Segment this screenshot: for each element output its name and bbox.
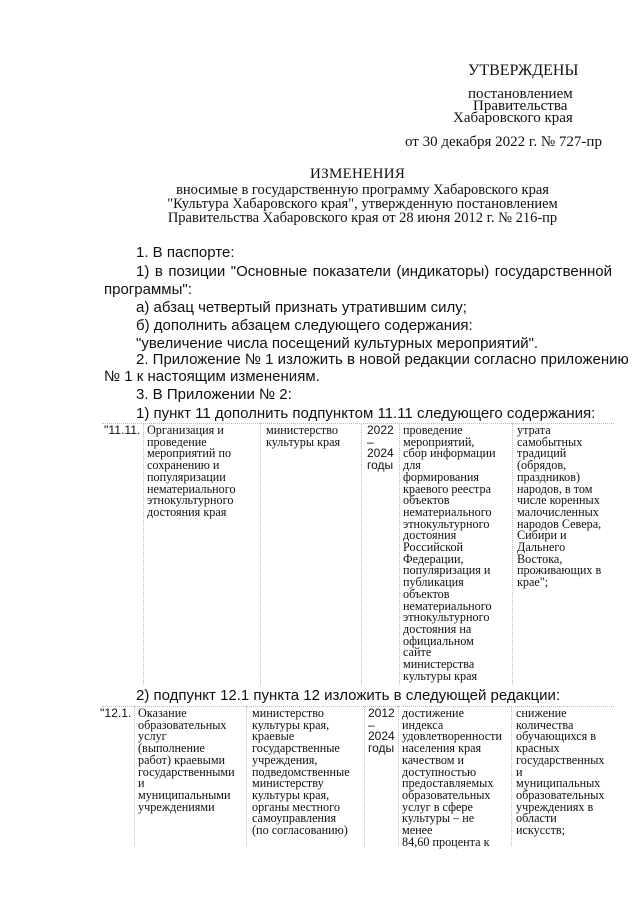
subtitle-line-2: "Культура Хабаровского края", утвержденную постановлением	[167, 196, 558, 212]
item-3-2: 2) подпункт 12.1 пункта 12 изложить в следующей редакции:	[136, 687, 561, 704]
table-2-number: "12.1.	[100, 706, 132, 720]
item-2-line-1: 2. Приложение № 1 изложить в новой редакции согласно приложению	[136, 351, 629, 368]
item-3-1: 1) пункт 11 дополнить подпунктом 11.11 следующего содержания:	[136, 405, 596, 422]
table-1-divider	[512, 423, 513, 685]
approval-line-1: постановлением	[468, 86, 573, 102]
table-1-executor: министерство культуры края	[266, 423, 341, 449]
approval-line-3: Хабаровского края	[453, 110, 573, 126]
subtitle-line-1: вносимые в государственную программу Хабаровского края	[176, 182, 549, 198]
table-1-years: 2022 – 2024 годы	[367, 423, 394, 473]
item-1-quote: "увеличение числа посещений культурных мероприятий".	[136, 335, 539, 352]
approval-date: от 30 декабря 2022 г. № 727-пр	[405, 134, 602, 150]
item-3: 3. В Приложении № 2:	[136, 386, 292, 403]
table-2-divider	[364, 706, 365, 846]
table-1-risk: утрата самобытных традиций (обрядов, праздников) народов, в том числе коренных малочисленных народов Севера, Сибири и Дальнего Востока, проживающих в крае";	[517, 423, 602, 590]
table-1-divider	[143, 423, 144, 685]
item-1-b: б) дополнить абзацем следующего содержания:	[136, 317, 473, 334]
subtitle-line-3: Правительства Хабаровского края от 28 июня 2012 г. № 216-пр	[167, 210, 558, 226]
table-2-executor: министерство культуры края, краевые государственные учреждения, подведомственные министерству культуры края, органы местного самоуправления (по согласованию)	[252, 706, 350, 838]
item-2-line-2: № 1 к настоящим изменениям.	[104, 368, 320, 385]
table-1-result: проведение мероприятий, сбор информации для формирования краевого реестра объектов нематериального этнокультурного достояния Российской Федерации, популяризация и публикация объектов нематериального этнокультурного достояния на официальном сайте министерства культуры края	[403, 423, 496, 683]
table-2-divider	[398, 706, 399, 846]
item-1-1-line-1: 1) в позиции "Основные показатели (индикаторы) государственной	[136, 263, 612, 280]
table-1-divider	[399, 423, 400, 685]
table-2-event-name: Оказание образовательных услуг (выполнение работ) краевыми государственными и муниципальными учреждениями	[138, 706, 235, 814]
item-1-1-line-2: программы":	[104, 281, 192, 298]
approval-title: УТВЕРЖДЕНЫ	[468, 62, 579, 79]
table-2-years: 2012 – 2024 годы	[368, 706, 395, 756]
table-2-risk: снижение количества обучающихся в красных государственных и муниципальных образовательных учреждениях в области искусств;	[516, 706, 605, 838]
table-2-divider	[246, 706, 247, 846]
table-1-divider	[361, 423, 362, 685]
table-2-divider	[511, 706, 512, 846]
item-1: 1. В паспорте:	[136, 244, 235, 261]
table-1-event-name: Организация и проведение мероприятий по сохранению и популяризации нематериального этнокультурного достояния края	[147, 423, 236, 519]
table-2-result: достижение индекса удовлетворенности населения края качеством и доступностью предоставляемых образовательных услуг в сфере культуры – не менее 84,60 процента к	[402, 706, 502, 849]
approval-line-2: Правительства	[473, 98, 568, 114]
table-1-divider	[260, 423, 261, 685]
document-title: ИЗМЕНЕНИЯ	[310, 166, 406, 182]
table-1-number: "11.11.	[104, 423, 141, 437]
item-1-a: а) абзац четвертый признать утратившим силу;	[136, 299, 467, 316]
table-2-divider	[134, 706, 135, 846]
